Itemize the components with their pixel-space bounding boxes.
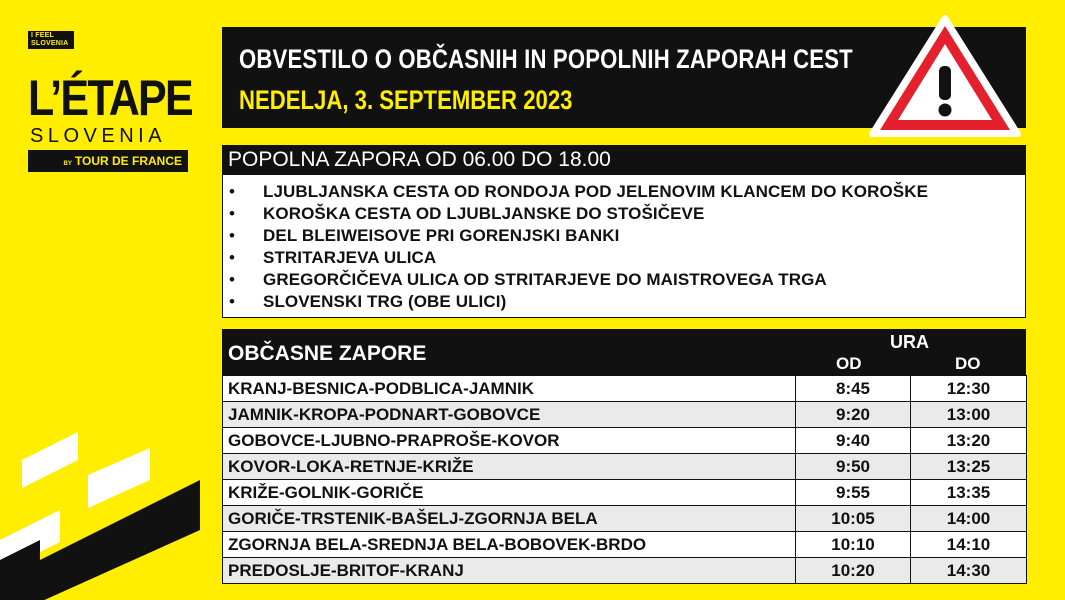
- time-column-group-label: URA: [890, 332, 929, 352]
- from-time-cell: 10:05: [796, 506, 911, 532]
- list-item: [229, 291, 1025, 313]
- route-cell: ZGORNJA BELA-SREDNJA BELA-BOBOVEK-BRDO: [223, 532, 796, 558]
- from-time-cell: 9:55: [796, 480, 911, 506]
- logo-brand: TOUR DE FRANCE: [74, 154, 182, 168]
- warning-triangle-icon: [868, 14, 1022, 140]
- notice-date: NEDELJA, 3. SEPTEMBER 2023: [239, 85, 573, 115]
- notice-title: OBVESTILO O OBČASNIH IN POPOLNIH ZAPORAH CEST: [239, 44, 853, 74]
- to-time-cell: 12:30: [911, 376, 1027, 402]
- table-row: [223, 454, 1027, 480]
- route-cell: PREDOSLJE-BRITOF-KRANJ: [223, 558, 796, 584]
- full-closure-list-box: [222, 175, 1026, 318]
- route-cell: KOVOR-LOKA-RETNJE-KRIŽE: [223, 454, 796, 480]
- list-item: [229, 181, 1025, 203]
- logo-title: L’ÉTAPE: [28, 70, 192, 126]
- to-time-cell: 13:35: [911, 480, 1027, 506]
- bullet: •: [229, 204, 236, 223]
- route-cell: GORIČE-TRSTENIK-BAŠELJ-ZGORNJA BELA: [223, 506, 796, 532]
- list-item-text: SLOVENSKI TRG (OBE ULICI): [263, 292, 507, 311]
- logo-by: BY: [63, 161, 72, 167]
- occasional-closures-table: [222, 375, 1027, 584]
- tag-line-1: I FEEL: [31, 32, 54, 39]
- route-cell: KRANJ-BESNICA-PODBLICA-JAMNIK: [223, 376, 796, 402]
- full-closure-section: [222, 145, 1026, 319]
- occasional-closures-title: OBČASNE ZAPORE: [228, 342, 427, 365]
- table-row: [223, 558, 1027, 584]
- full-closure-title: POPOLNA ZAPORA OD 06.00 DO 18.00: [222, 145, 1026, 175]
- table-row: [223, 480, 1027, 506]
- to-time-cell: 13:00: [911, 402, 1027, 428]
- to-column-header: DO: [955, 354, 981, 373]
- route-cell: GOBOVCE-LJUBNO-PRAPROŠE-KOVOR: [223, 428, 796, 454]
- list-item-text: STRITARJEVA ULICA: [263, 248, 437, 267]
- logo-brand-bar: [28, 150, 188, 172]
- occasional-closures-header: [222, 329, 1026, 375]
- list-item: [229, 225, 1025, 247]
- i-feel-slovenia-tag: [28, 31, 74, 49]
- tag-line-2: SLOVENIA: [31, 40, 69, 47]
- from-time-cell: 9:20: [796, 402, 911, 428]
- occasional-closures-section: [222, 329, 1026, 583]
- from-time-cell: 9:50: [796, 454, 911, 480]
- list-item: [229, 247, 1025, 269]
- from-time-cell: 10:20: [796, 558, 911, 584]
- table-row: [223, 376, 1027, 402]
- to-time-cell: 13:25: [911, 454, 1027, 480]
- to-time-cell: 14:10: [911, 532, 1027, 558]
- table-row: [223, 532, 1027, 558]
- table-row: [223, 428, 1027, 454]
- bullet: •: [229, 292, 236, 311]
- to-time-cell: 13:20: [911, 428, 1027, 454]
- table-row: [223, 402, 1027, 428]
- to-time-cell: 14:00: [911, 506, 1027, 532]
- list-item-text: GREGORČIČEVA ULICA OD STRITARJEVE DO MAISTROVEGA TRGA: [263, 270, 827, 289]
- decorative-stripes-icon: [0, 420, 200, 600]
- bullet: •: [229, 182, 236, 201]
- route-cell: JAMNIK-KROPA-PODNART-GOBOVCE: [223, 402, 796, 428]
- list-item: [229, 269, 1025, 291]
- from-time-cell: 9:40: [796, 428, 911, 454]
- bullet: •: [229, 270, 236, 289]
- from-time-cell: 10:10: [796, 532, 911, 558]
- list-item-text: KOROŠKA CESTA OD LJUBLJANSKE DO STOŠIČEVE: [263, 204, 705, 223]
- route-cell: KRIŽE-GOLNIK-GORIČE: [223, 480, 796, 506]
- table-row: [223, 506, 1027, 532]
- list-item: [229, 203, 1025, 225]
- to-time-cell: 14:30: [911, 558, 1027, 584]
- bullet: •: [229, 248, 236, 267]
- list-item-text: LJUBLJANSKA CESTA OD RONDOJA POD JELENOVIM KLANCEM DO KOROŠKE: [263, 182, 929, 201]
- bullet: •: [229, 226, 236, 245]
- from-time-cell: 8:45: [796, 376, 911, 402]
- event-logo: [28, 31, 190, 173]
- logo-subtitle: SLOVENIA: [30, 125, 167, 147]
- full-closure-list: [229, 181, 1025, 313]
- from-column-header: OD: [836, 354, 862, 373]
- list-item-text: DEL BLEIWEISOVE PRI GORENJSKI BANKI: [263, 226, 620, 245]
